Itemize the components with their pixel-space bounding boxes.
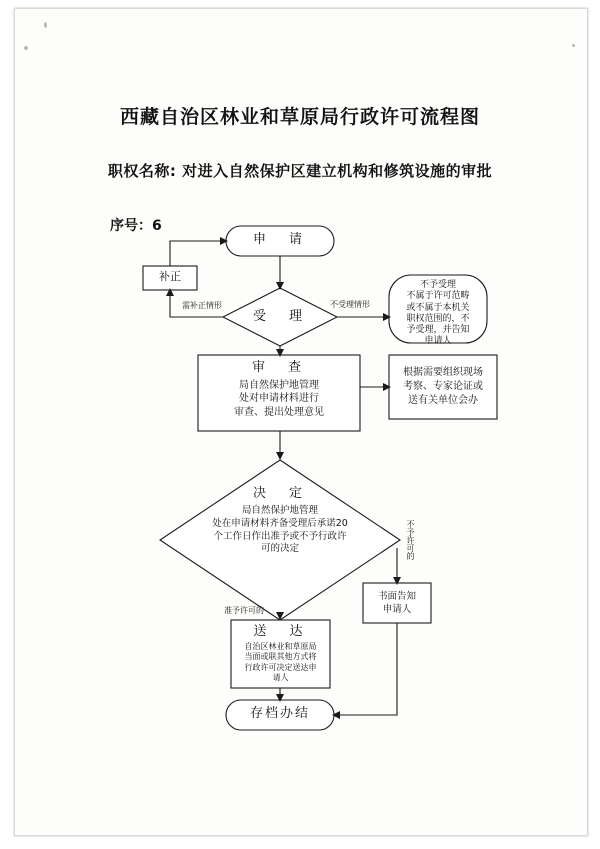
page-title: 西藏自治区林业和草原局行政许可流程图 — [119, 106, 480, 128]
node-decide-head: 决 定 — [252, 486, 307, 501]
node-archive-shape — [226, 700, 334, 730]
node-reject-label: 不予受理 不属于许可范畴 或不属于本机关 职权范围的，不 予受理，并告知 申请人 — [406, 280, 470, 347]
page-subtitle: 职权名称: 对进入自然保护区建立机构和修筑设施的审批 — [107, 162, 493, 180]
node-notify-label: 书面告知 申请人 — [377, 591, 416, 615]
edge-label-permit-granted: 准予许可的 — [224, 606, 264, 615]
edge-amend-to-apply — [170, 241, 224, 266]
arrow-apply-to-accept — [276, 282, 284, 290]
node-deliver-head: 送 达 — [253, 624, 308, 639]
node-decide-body: 局自然保护地管理 处在申请材料齐备受理后承诺20 个工作日作出准予或不予行政许 可的决定 — [212, 504, 348, 555]
node-deliver-shape — [231, 620, 330, 688]
edge-label-need-amend: 需补正情形 — [182, 301, 222, 310]
edge-notify-to-archive — [336, 623, 397, 715]
node-review-shape — [198, 355, 360, 431]
node-apply-label: 申 请 — [252, 232, 307, 247]
node-amend-shape — [143, 266, 197, 290]
edge-label-permit-denied: 不予许可的 — [406, 520, 415, 560]
node-review-head: 审 查 — [251, 360, 306, 375]
node-review-body: 局自然保护地管理 处对申请材料进行 审查、提出处理意见 — [234, 379, 324, 418]
arrow-review-to-decide — [276, 452, 284, 460]
node-apply-shape — [226, 226, 334, 256]
node-reject-shape — [389, 275, 487, 343]
node-archive-label: 存档办结 — [249, 706, 310, 721]
node-amend-label: 补正 — [159, 270, 181, 283]
node-accept-shape — [223, 288, 337, 346]
node-accept-label: 受 理 — [252, 309, 307, 324]
edge-label-not-accept: 不受理情形 — [330, 300, 370, 309]
node-expert-shape — [389, 355, 497, 419]
node-expert-label: 根据需要组织现场 考察、专家论证或 送有关单位会办 — [403, 367, 483, 406]
sequence-number: 序号：6 — [110, 218, 162, 234]
node-notify-shape — [363, 583, 431, 623]
node-deliver-body: 自治区林业和草原局 当面或联其他方式将 行政许可决定送达申 请人 — [244, 641, 317, 683]
